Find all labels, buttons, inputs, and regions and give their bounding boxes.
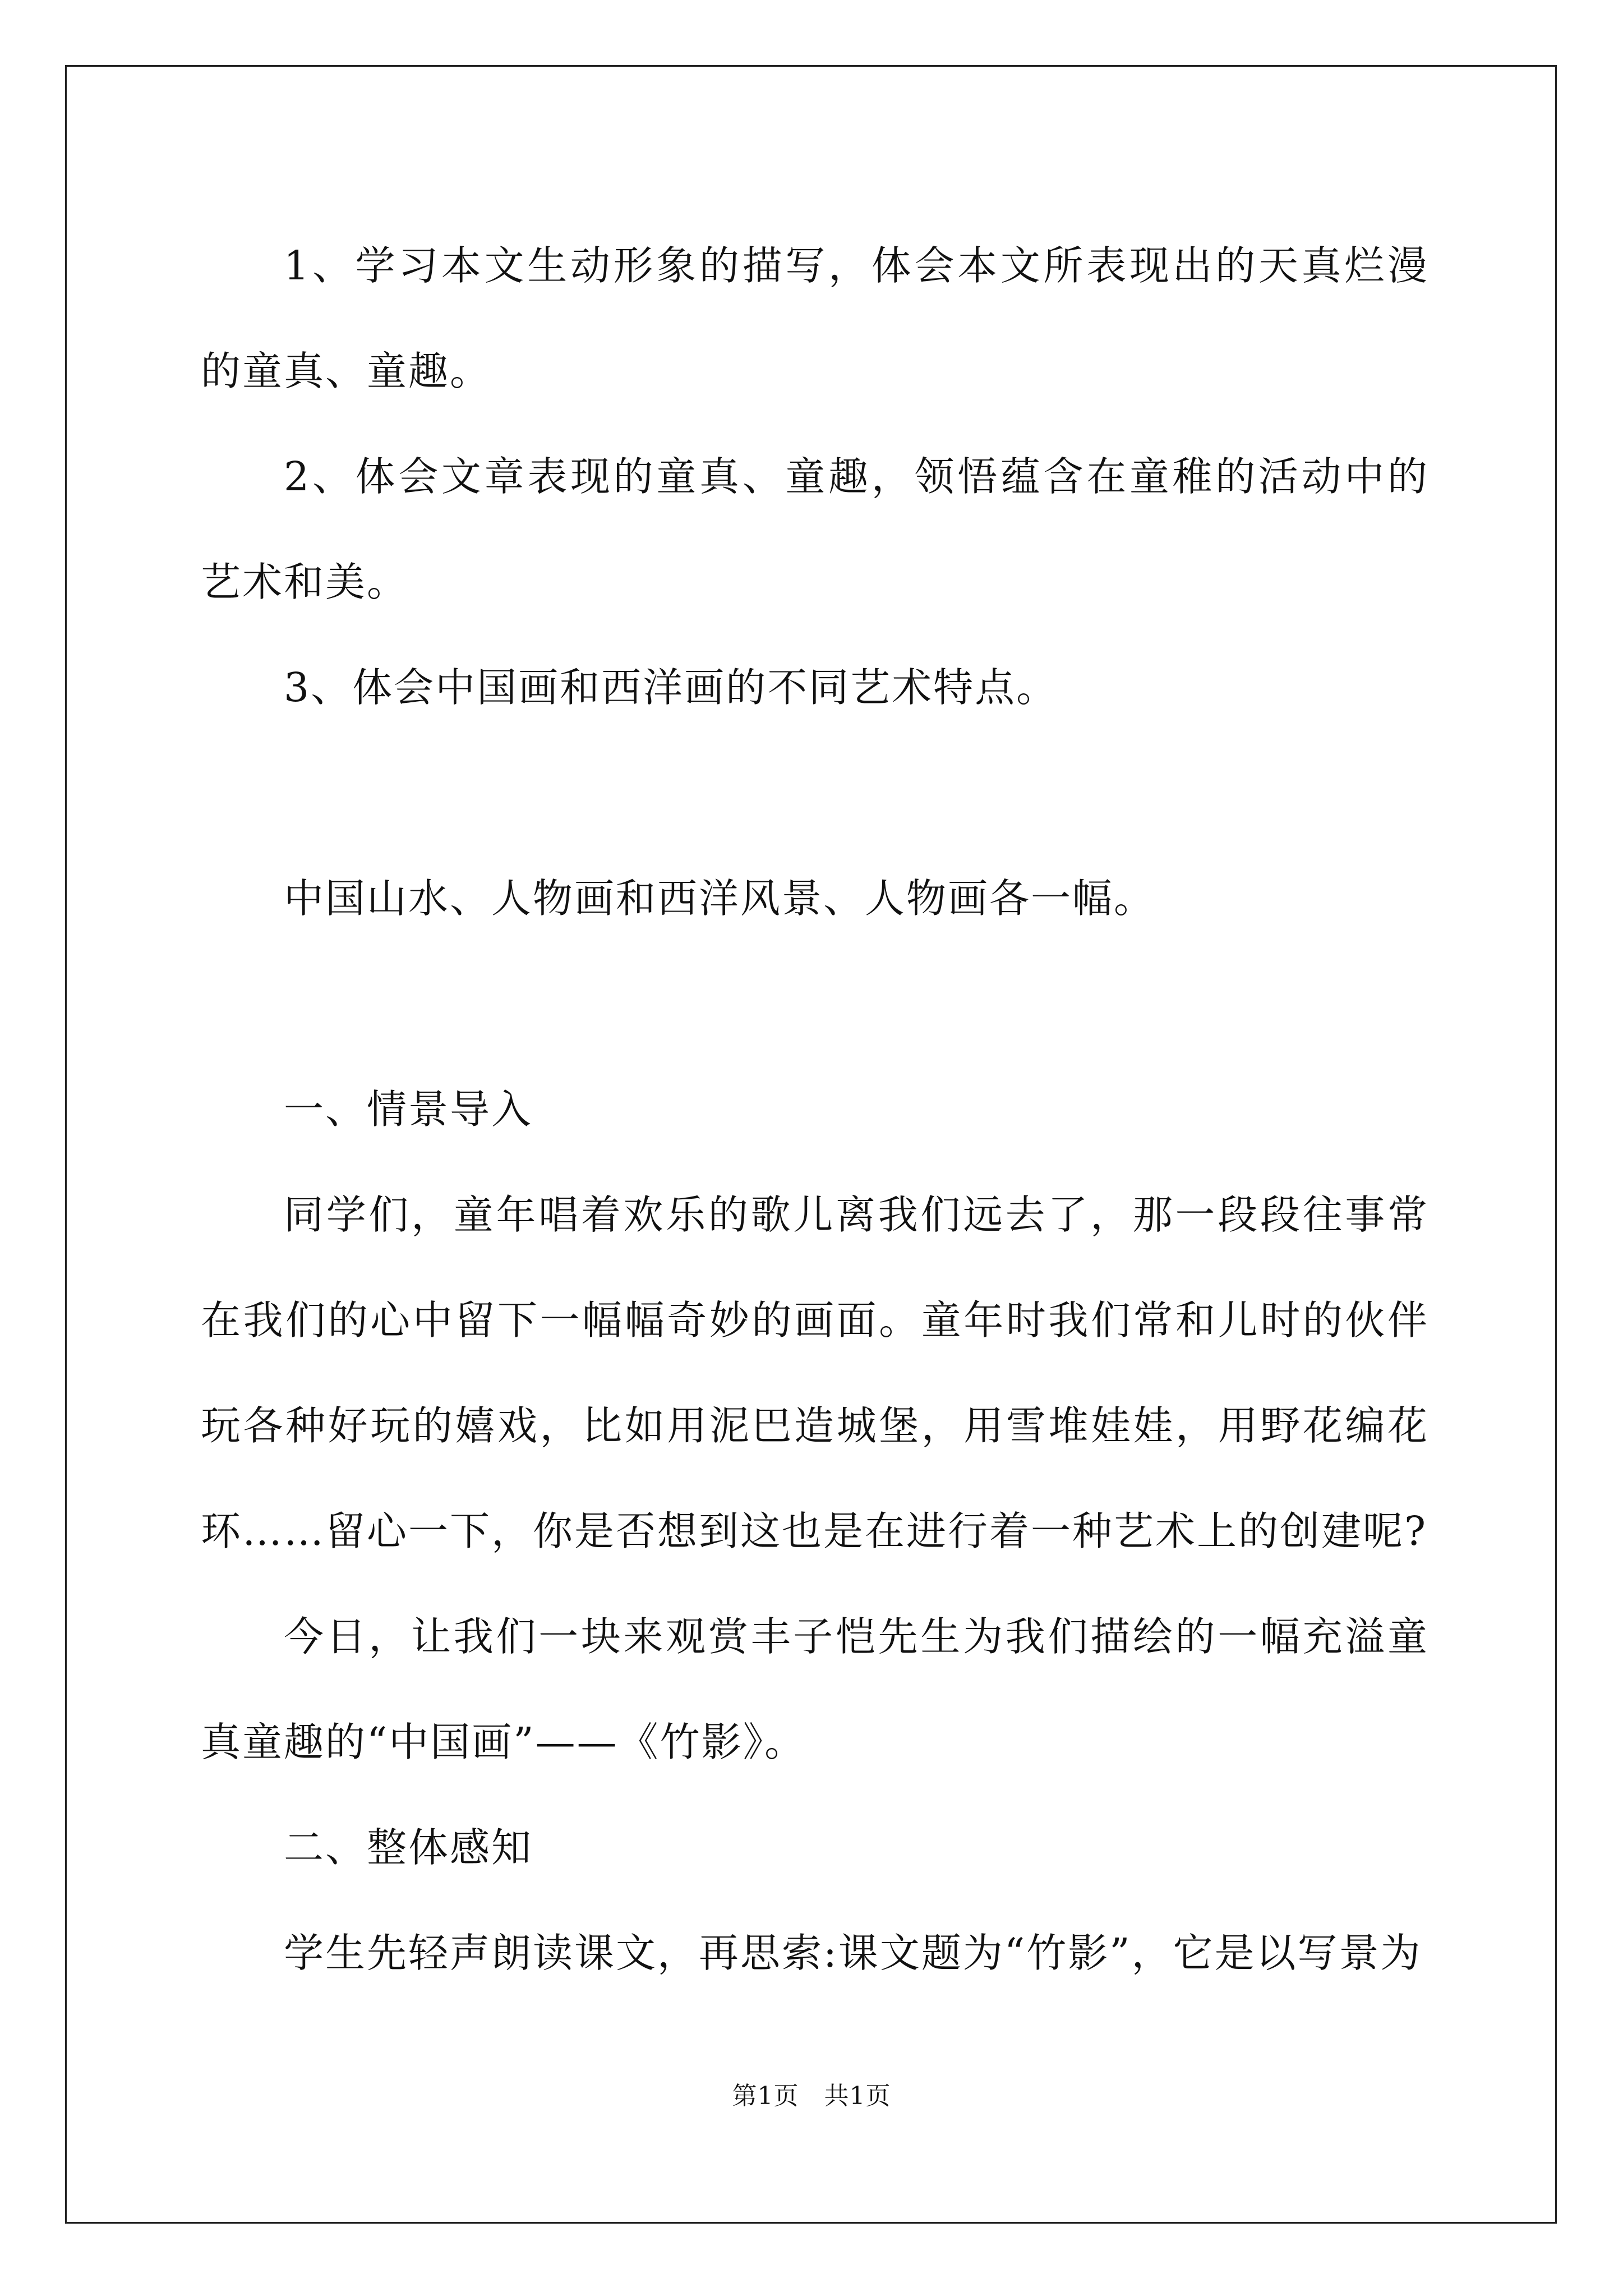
section-heading-overview: 二、整体感知 bbox=[284, 1824, 533, 1871]
paragraph-overview-text: 学生先轻声朗读课文，再思索:课文题为“竹影”，它是以写景为 bbox=[284, 1930, 1422, 1976]
section-heading-intro: 一、情景导入 bbox=[284, 1086, 533, 1133]
page-footer: 第1页 共1页 bbox=[732, 2082, 891, 2110]
paragraph-materials: 中国山水、人物画和西洋风景、人物画各一幅。 bbox=[284, 875, 1156, 922]
paragraph-objective-3: 3、体会中国画和西洋画的不同艺术特点。 bbox=[284, 664, 1058, 711]
document-body bbox=[201, 213, 1429, 2006]
paragraph-intro-lesson: 今日，让我们一块来观赏丰子恺先生为我们描绘的一幅充溢童真童趣的“中国画”——《竹影》。 bbox=[201, 1613, 1429, 1765]
blank-line bbox=[201, 951, 1429, 1057]
blank-line bbox=[201, 740, 1429, 846]
paragraph-objective-2: 2、体会文章表现的童真、童趣，领悟蕴含在童稚的活动中的艺术和美。 bbox=[201, 453, 1429, 605]
paragraph-objective-1: 1、学习本文生动形象的描写，体会本文所表现出的天真烂漫的童真、童趣。 bbox=[201, 242, 1429, 394]
paragraph-intro-text: 同学们，童年唱着欢乐的歌儿离我们远去了，那一段段往事常在我们的心中留下一幅幅奇妙的画面。童年时我们常和儿时的伙伴玩各种好玩的嬉戏，比如用泥巴造城堡，用雪堆娃娃，用野花编花环……留心一下，你是否想到这也是在进行着一种艺术上的创建呢? bbox=[201, 1191, 1429, 1554]
